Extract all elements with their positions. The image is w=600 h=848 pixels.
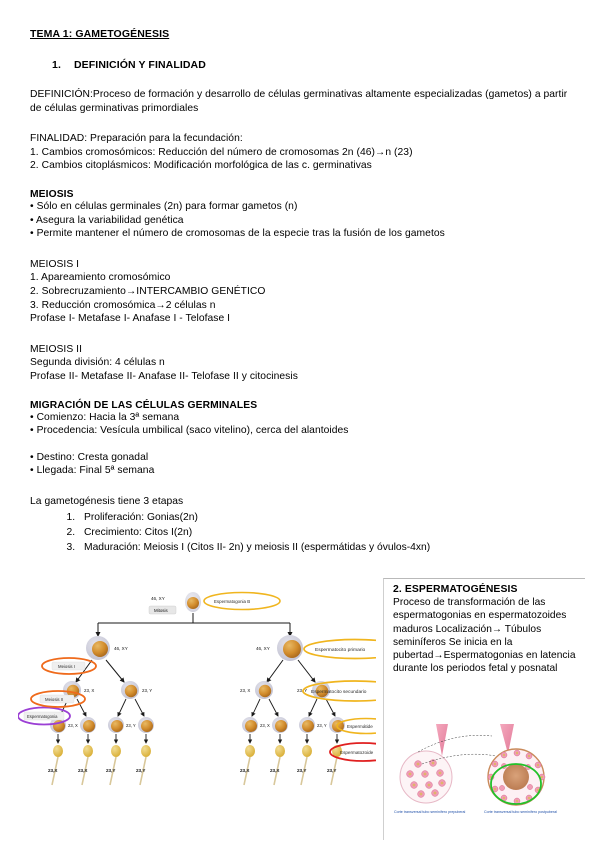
etapas-intro: La gametogénesis tiene 3 etapas <box>30 495 184 507</box>
meiosis-bullet-3: • Permite mantener el número de cromosomas de la especie tras la fusión de los gametos <box>30 228 445 240</box>
annotation-espermatocito-primario <box>304 640 376 659</box>
page-title: TEMA 1: GAMETOGÉNESIS <box>30 28 170 40</box>
label-sperm-3: 23,Y <box>136 768 146 773</box>
caption-prepubertal: Corte transversal tubo seminífero prepuberal <box>394 810 466 814</box>
meiosis-heading: MEIOSIS <box>30 188 74 200</box>
tubule-prepubertal <box>400 724 452 803</box>
stage-label-espermatocito-primario: Espermatocito primario <box>315 648 366 653</box>
node-primary-spermatocyte-left <box>86 636 110 660</box>
list-item: 3. Maduración: Meiosis I (Citos II- 2n) y meiosis II (espermátidas y óvulos-4xn) <box>78 541 572 556</box>
seminiferous-tubule-figure <box>392 722 584 822</box>
node-secondary-spermatocyte <box>121 681 139 699</box>
label-level4-2: 23, Y <box>126 723 136 728</box>
label-sperm-1: 23,X <box>78 768 88 773</box>
node-spermatid <box>272 717 288 733</box>
espermatogenesis-heading: 2. ESPERMATOGÉNESIS <box>393 584 518 595</box>
meiosis-ii-phases: Profase II- Metafase II- Anafase II- Telofase II y citocinesis <box>30 370 298 382</box>
label-level3-3: 23, Y <box>297 688 308 693</box>
section-1-number: 1. <box>52 59 61 71</box>
label-level3-1: 23, Y <box>142 688 153 693</box>
meiosis-i-line-1: 1. Apareamiento cromosómico <box>30 272 171 284</box>
stage-label-espermatocito-secundario: Espermatocito secundario <box>311 690 367 695</box>
migracion-heading: MIGRACIÓN DE LAS CÉLULAS GERMINALES <box>30 399 258 411</box>
stage-label-meiosis-i: Meiosis I <box>58 664 75 669</box>
definition-paragraph: DEFINICIÓN:Proceso de formación y desarrollo de células germinativas altamente especializadas (gametos) a partir de células germinativas primordiales <box>30 89 568 114</box>
section-1-heading <box>52 59 572 71</box>
migracion-bullet-1: • Comienzo: Hacia la 3ª semana <box>30 411 180 423</box>
spermatogenesis-diagram <box>18 586 376 806</box>
annotation-espermatogonia <box>18 708 70 725</box>
label-mitosis: Mitosis <box>154 608 168 613</box>
node-spermatid <box>80 717 96 733</box>
meiosis-i-heading: MEIOSIS I <box>30 258 80 270</box>
list-item: 1. Proliferación: Gonias(2n) <box>78 511 572 526</box>
meiosis-i-phases: Profase I- Metafase I- Anafase I - Telofase I <box>30 313 231 325</box>
node-spermatozoon <box>110 745 121 785</box>
node-spermatozoon <box>52 745 63 785</box>
stage-label-espermatozoide: Espermatozoide <box>340 750 374 755</box>
label-level4-4: 23, X <box>260 723 270 728</box>
list-item: 2. Crecimiento: Citos I(2n) <box>78 526 572 541</box>
meiosis-bullet-2: • Asegura la variabilidad genética <box>30 214 184 226</box>
annotation-espermatocito-secundario <box>303 681 376 701</box>
node-spermatid <box>138 717 154 733</box>
label-level2-right: 46, XY <box>256 646 270 651</box>
label-sperm-0: 23,X <box>48 768 58 773</box>
node-spermatozoon <box>274 745 285 785</box>
migracion-bullet-2: • Procedencia: Vesícula umbilical (saco vitelino), cerca del alantoides <box>30 425 349 437</box>
annotation-meiosis-ii <box>31 691 85 707</box>
annotation-espermatogonia-b <box>204 593 280 610</box>
stage-label-espermatide: Espermátide <box>347 724 373 729</box>
caption-postpubertal: Corte transversal tubo seminífero postpuberal <box>484 810 557 814</box>
label-level4-0: 23, X <box>68 723 78 728</box>
label-level3-0: 23, X <box>84 688 95 693</box>
node-spermatozoon <box>301 745 312 785</box>
stage-label-meiosis-ii: Meiosis II <box>45 697 64 702</box>
label-level2-left: 46, XY <box>114 646 128 651</box>
finality-intro: FINALIDAD: Preparación para la fecundación: <box>30 133 243 145</box>
label-level3-2: 23, X <box>240 688 251 693</box>
migracion-bullet-4: • Llegada: Final 5ª semana <box>30 465 155 477</box>
node-spermatozoon <box>140 745 151 785</box>
node-spermatid <box>242 717 258 733</box>
node-spermatozoon <box>82 745 93 785</box>
stage-label-espermatogonia-b: Espermatogonia B <box>214 599 251 604</box>
label-sperm-4: 23,X <box>240 768 250 773</box>
meiosis-i-line-2: 2. Sobrecruzamiento→INTERCAMBIO GENÉTICO <box>30 285 266 297</box>
meiosis-ii-heading: MEIOSIS II <box>30 343 82 355</box>
etapas-list <box>30 511 572 555</box>
meiosis-bullet-1: • Sólo en células germinales (2n) para formar gametos (n) <box>30 200 298 212</box>
node-primary-spermatocyte-right <box>277 635 303 661</box>
node-spermatid <box>108 717 124 733</box>
node-spermatid <box>299 717 315 733</box>
section-1-title: DEFINICIÓN Y FINALIDAD <box>74 59 206 71</box>
node-spermatozoon <box>244 745 255 785</box>
label-sperm-6: 23,Y <box>297 768 307 773</box>
label-sperm-7: 23,Y <box>327 768 337 773</box>
meiosis-ii-line-1: Segunda división: 4 células n <box>30 357 165 369</box>
stage-label-espermatogonia: Espermatogonia <box>27 714 58 719</box>
finality-item-2: 2. Cambios citoplásmicos: Modificación morfológica de las c. germinativas <box>30 160 372 172</box>
label-level4-6: 23, Y <box>317 723 327 728</box>
node-spermatogonia-b <box>185 592 201 612</box>
migracion-bullet-3: • Destino: Cresta gonadal <box>30 451 149 463</box>
tubule-postpubertal <box>488 724 545 805</box>
label-top-karyotype: 46, XY <box>151 596 165 601</box>
finality-item-1: 1. Cambios cromosómicos: Reducción del número de cromosomas 2n (46)→n (23) <box>30 146 413 158</box>
label-sperm-2: 23,Y <box>106 768 116 773</box>
node-secondary-spermatocyte <box>255 681 273 699</box>
espermatogenesis-body: Proceso de transformación de las espermatogonias en espermatozoides maduros Localización→ Túbulos seminíferos Se inicia en la pubertad→Espermatogonias en latencia durante los periodos fetal y posnatal <box>393 597 576 675</box>
label-sperm-5: 23,X <box>270 768 280 773</box>
meiosis-i-line-3: 3. Reducción cromosómica→2 células n <box>30 299 216 311</box>
